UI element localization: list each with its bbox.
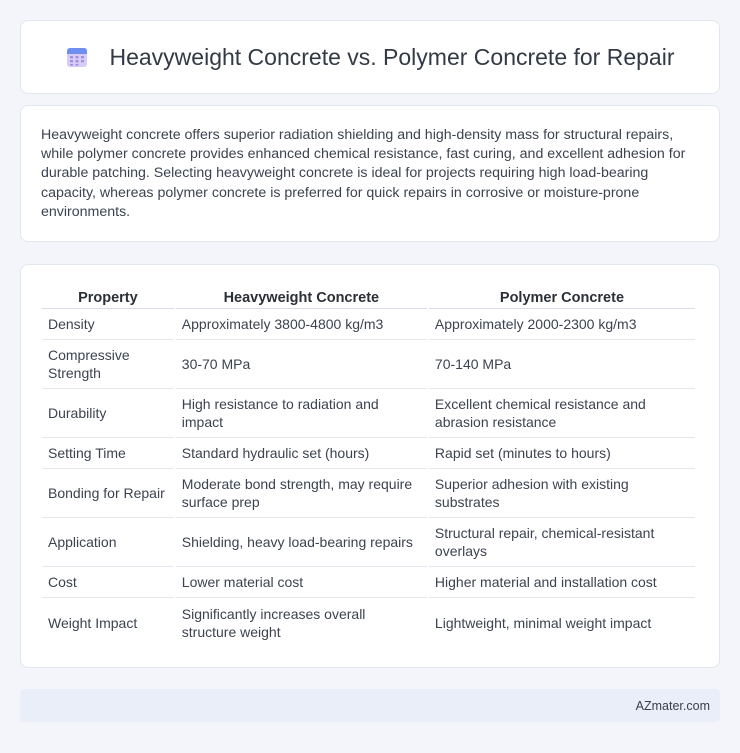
column-header-polymer: Polymer Concrete (429, 285, 695, 309)
property-cell: Compressive Strength (42, 340, 174, 389)
calendar-grid-icon (65, 45, 89, 69)
heavyweight-cell: Shielding, heavy load-bearing repairs (176, 518, 427, 567)
header (65, 44, 674, 71)
column-header-property: Property (42, 285, 174, 309)
property-cell: Weight Impact (48, 614, 138, 631)
property-cell: Bonding for Repair (42, 469, 174, 518)
intro-card (20, 105, 720, 242)
header-card (20, 20, 720, 94)
polymer-cell: Superior adhesion with existing substrates (429, 469, 695, 518)
polymer-cell: Excellent chemical resistance and abrasion resistance (429, 389, 695, 438)
heavyweight-cell: Lower material cost (176, 567, 427, 598)
table-row (42, 518, 695, 567)
table-row (42, 389, 695, 438)
heavyweight-cell: Moderate bond strength, may require surface prep (176, 469, 427, 518)
column-header-heavyweight: Heavyweight Concrete (176, 285, 427, 309)
footer-bar (20, 689, 720, 722)
property-cell: Density (42, 309, 174, 340)
table-row (42, 309, 695, 340)
intro-paragraph: Heavyweight concrete offers superior radiation shielding and high-density mass for structural repairs, while polymer concrete provides enhanced chemical resistance, fast curing, and excellent adhesion for durable patching. Selecting heavyweight concrete is ideal for projects requiring high load-bearing capacity, whereas polymer concrete is preferred for quick repairs in corrosive or moisture-prone environments. (41, 127, 686, 220)
property-cell: Durability (42, 389, 174, 438)
polymer-cell: Higher material and installation cost (429, 567, 695, 598)
polymer-cell: Rapid set (minutes to hours) (429, 438, 695, 469)
polymer-cell: 70-140 MPa (429, 340, 695, 389)
table-row (42, 438, 695, 469)
table-row (42, 567, 695, 598)
table-row (42, 469, 695, 518)
table-header-row (42, 285, 695, 309)
table-row (42, 340, 695, 389)
property-cell: Cost (42, 567, 174, 598)
heavyweight-cell: Significantly increases overall structure weight (181, 605, 366, 640)
footer-site-link[interactable]: AZmater.com (635, 698, 710, 713)
polymer-cell: Structural repair, chemical-resistant overlays (429, 518, 695, 567)
page-title: Heavyweight Concrete vs. Polymer Concrete for Repair (109, 43, 675, 70)
comparison-table-card (20, 264, 720, 668)
heavyweight-cell: High resistance to radiation and impact (176, 389, 427, 438)
polymer-cell: Approximately 2000-2300 kg/m3 (429, 309, 695, 340)
heavyweight-cell: Standard hydraulic set (hours) (176, 438, 427, 469)
heavyweight-cell: 30-70 MPa (176, 340, 427, 389)
comparison-table (40, 285, 697, 647)
heavyweight-cell: Approximately 3800-4800 kg/m3 (176, 309, 427, 340)
property-cell: Setting Time (42, 438, 174, 469)
polymer-cell: Lightweight, minimal weight impact (434, 614, 652, 631)
table-row (42, 598, 695, 647)
property-cell: Application (42, 518, 174, 567)
